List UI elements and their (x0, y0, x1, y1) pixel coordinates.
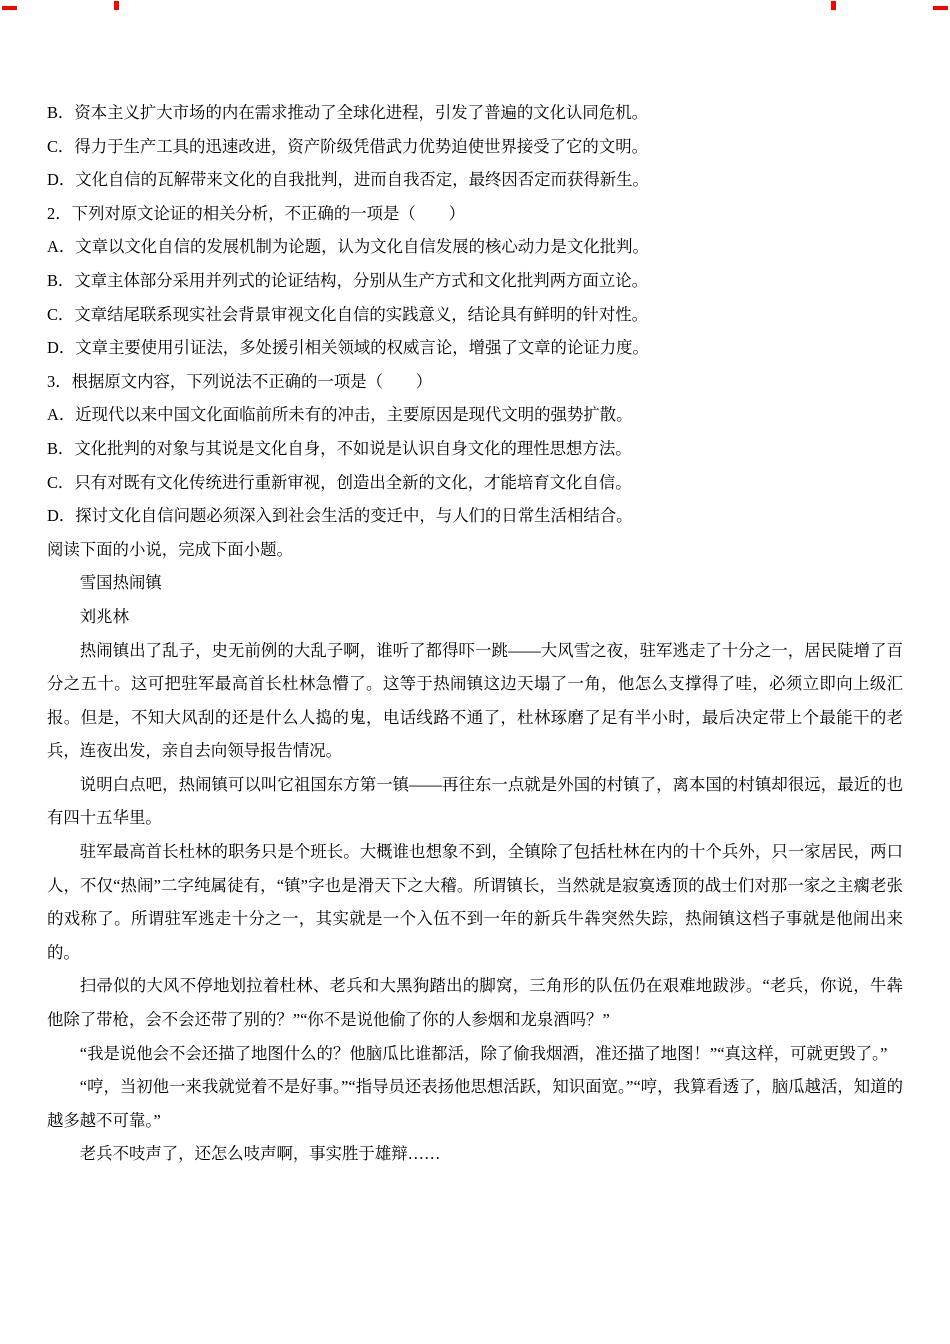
story-paragraph: 热闹镇出了乱子，史无前例的大乱子啊，谁听了都得吓一跳——大风雪之夜，驻军逃走了十分之一，居民陡增了百分之五十。这可把驻军最高首长杜林急懵了。这等于热闹镇这边天塌了一角，他怎么支撑得了哇，必须立即向上级汇报。但是，不知大风刮的还是什么人捣的鬼，电话线路不通了，杜林琢磨了足有半小时，最后决定带上个最能干的老兵，连夜出发，亲自去向领导报告情况。 (47, 640, 903, 761)
choice-line: B．文章主体部分采用并列式的论证结构，分别从生产方式和文化批判两方面立论。 (47, 270, 648, 290)
choice-line: D．文化自信的瓦解带来文化的自我批判，进而自我否定，最终因否定而获得新生。 (47, 170, 649, 190)
question-line: 3．根据原文内容，下列说法不正确的一项是（ ） (47, 371, 433, 391)
story-paragraph: 说明白点吧，热闹镇可以叫它祖国东方第一镇——再往东一点就是外国的村镇了，离本国的村镇却很远，最近的也有四十五华里。 (47, 774, 903, 828)
choice-line: C．文章结尾联系现实社会背景审视文化自信的实践意义，结论具有鲜明的针对性。 (47, 304, 648, 324)
choice-line: A．近现代以来中国文化面临前所未有的冲击，主要原因是现代文明的强势扩散。 (47, 405, 633, 425)
story-author: 刘兆林 (79, 606, 129, 626)
choice-line: B．资本主义扩大市场的内在需求推动了全球化进程，引发了普遍的文化认同危机。 (47, 103, 648, 122)
choice-line: D．文章主要使用引证法，多处援引相关领域的权威言论，增强了文章的论证力度。 (47, 338, 649, 358)
choice-line: B．文化批判的对象与其说是文化自身，不如说是认识自身文化的理性思想方法。 (47, 438, 632, 458)
story-paragraph: “我是说他会不会还描了地图什么的？他脑瓜比谁都活，除了偷我烟酒，准还描了地图！”“真这样，可就更毁了。” (79, 1043, 888, 1063)
story-paragraph: 驻军最高首长杜林的职务只是个班长。大概谁也想象不到，全镇除了包括杜林在内的十个兵外，只一家居民，两口人，不仅“热闹”二字纯属徒有，“镇”字也是滑天下之大稽。所谓镇长，当然就是寂寞透顶的战士们对那一家之主瘸老张的戏称了。所谓驻军逃走十分之一，其实就是一个入伍不到一年的新兵牛犇突然失踪，热闹镇这档子事就是他闹出来的。 (47, 842, 903, 962)
choice-line: C．只有对既有文化传统进行重新审视，创造出全新的文化，才能培育文化自信。 (47, 472, 632, 492)
choice-line: A．文章以文化自信的发展机制为论题，认为文化自信发展的核心动力是文化批判。 (47, 237, 649, 257)
red-crop-mark-top-left-inner (114, 1, 119, 10)
story-paragraph: 老兵不吱声了，还怎么吱声啊，事实胜于雄辩…… (79, 1144, 441, 1164)
document-body (47, 96, 903, 1171)
choice-line: C．得力于生产工具的迅速改进，资产阶级凭借武力优势迫使世界接受了它的文明。 (47, 136, 648, 156)
instruction-line: 阅读下面的小说，完成下面小题。 (47, 539, 293, 559)
choice-line: D．探讨文化自信问题必须深入到社会生活的变迁中，与人们的日常生活相结合。 (47, 506, 633, 526)
story-paragraph: 扫帚似的大风不停地划拉着杜林、老兵和大黑狗踏出的脚窝，三角形的队伍仍在艰难地跋涉。“老兵，你说，牛犇他除了带枪，会不会还带了别的？”“你不是说他偷了你的人参烟和龙泉酒吗？” (47, 976, 903, 1030)
story-title: 雪国热闹镇 (79, 573, 162, 593)
red-crop-mark-top-right-inner (831, 1, 836, 10)
red-crop-mark-top-left (2, 6, 17, 10)
red-crop-mark-top-right (933, 6, 948, 10)
question-line: 2．下列对原文论证的相关分析，不正确的一项是（ ） (47, 203, 465, 223)
story-paragraph: “哼，当初他一来我就觉着不是好事。”“指导员还表扬他思想活跃，知识面宽。”“哼，我算看透了，脑瓜越活，知道的越多越不可靠。” (47, 1077, 903, 1130)
